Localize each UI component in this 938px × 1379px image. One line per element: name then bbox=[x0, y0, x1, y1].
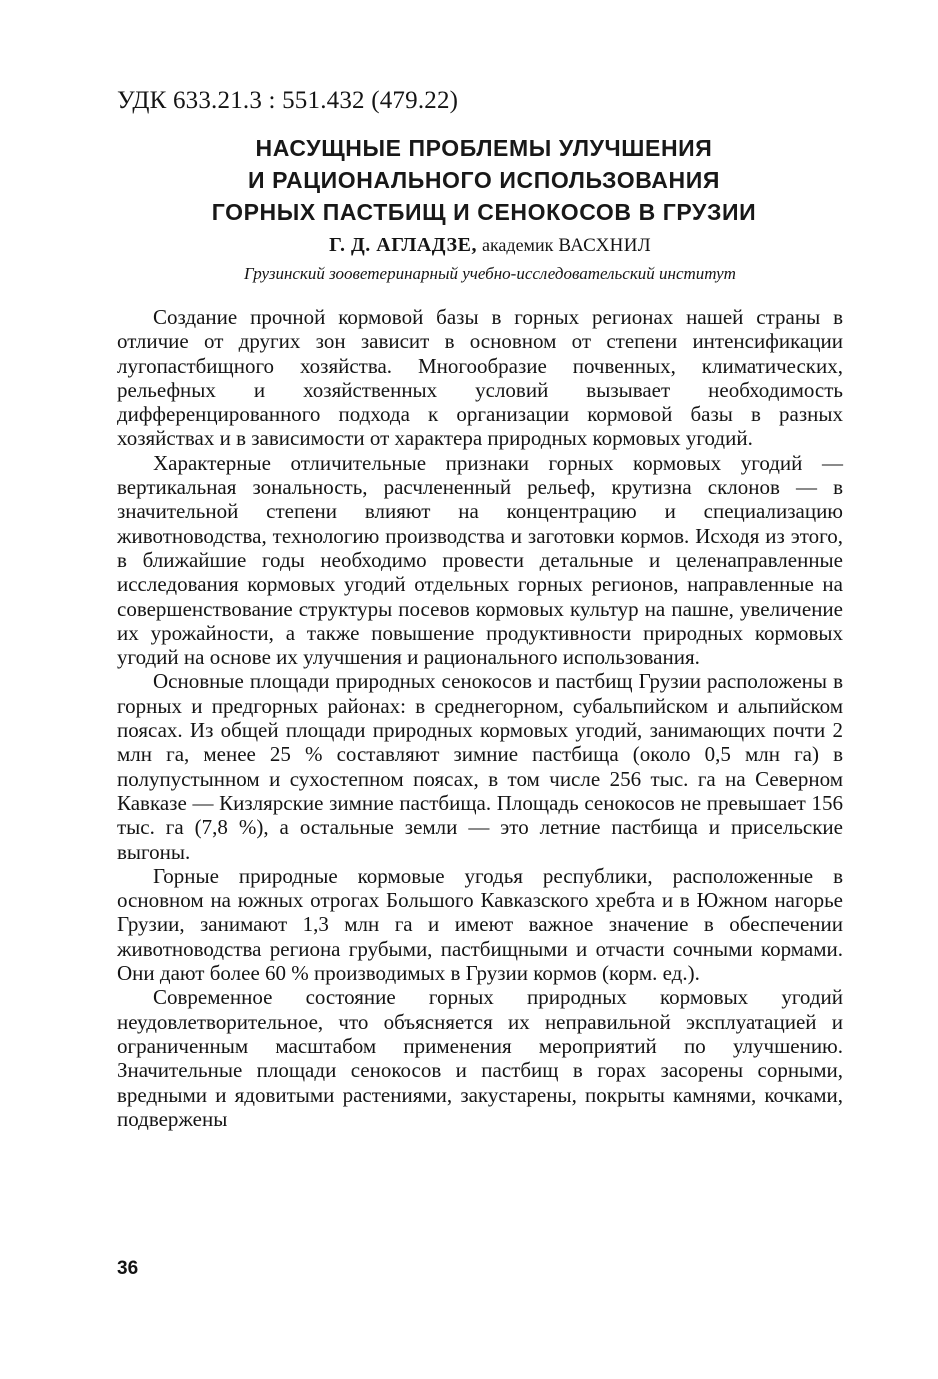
article-body bbox=[117, 305, 843, 1131]
paragraph: Современное состояние горных природных кормовых угодий неудовлетворительное, что объясняется их неправильной эксплуатацией и ограниченным масштабом применения мероприятий по улучшению. Значительные площади сенокосов и пастбищ в горах засорены сорными, вредными и ядовитыми растениями, закустарены, покрыты камнями, кочками, подвержены bbox=[117, 985, 843, 1131]
udk-code: УДК 633.21.3 : 551.432 (479.22) bbox=[117, 87, 459, 114]
paragraph: Горные природные кормовые угодья республики, расположенные в основном на южных отрогах Большого Кавказского хребта и в Южном нагорье Грузии, занимают 1,3 млн га и имеют важное значение в обеспечении животноводства региона грубыми, пастбищными и отчасти сочными кормами. Они дают более 60 % производимых в Грузии кормов (корм. ед.). bbox=[117, 863, 843, 986]
paragraph: Создание прочной кормовой базы в горных регионах нашей страны в отличие от других зон зависит в основном от степени интенсификации лугопастбищного хозяйства. Многообразие почвенных, климатических, рельефных и хозяйственных условий вызывает необходимость дифференцированного подхода к организации кормовой базы в разных хозяйствах и в зависимости от характера природных кормовых угодий. bbox=[117, 305, 843, 451]
author-name: Г. Д. АГЛАДЗЕ, bbox=[329, 234, 477, 256]
author-line bbox=[150, 232, 830, 259]
author-organization: ВАСХНИЛ bbox=[558, 235, 651, 256]
article-title bbox=[150, 132, 818, 228]
title-line-3: ГОРНЫХ ПАСТБИЩ И СЕНОКОСОВ В ГРУЗИИ bbox=[211, 199, 757, 225]
affiliation: Грузинский зооветеринарный учебно-исследовательский институт bbox=[244, 264, 736, 283]
paragraph: Основные площади природных сенокосов и пастбищ Грузии расположены в горных и предгорных районах: в среднегорном, субальпийском и альпийском поясах. Из общей площади природных кормовых угодий, занимающих почти 2 млн га, менее 25 % составляют зимние пастбища (около 0,5 млн га) в полупустынном и сухостепном поясах, в том числе 256 тыс. га на Северном Кавказе — Кизлярские зимние пастбища. Площадь сенокосов не превышает 156 тыс. га (7,8 %), а остальные земли — это летние пастбища и присельские выгоны. bbox=[117, 669, 843, 864]
paragraph: Характерные отличительные признаки горных кормовых угодий — вертикальная зональность, расчлененный рельеф, крутизна склонов — в значительной степени влияют на концентрацию и специализацию животноводства, технологию производства и заготовки кормов. Исходя из этого, в ближайшие годы необходимо провести детальные и целенаправленные исследования кормовых угодий отдельных горных регионов, направленные на совершенствование структуры посевов кормовых культур на пашне, увеличение их урожайности, а также повышение продуктивности природных кормовых угодий на основе их улучшения и рационального использования. bbox=[117, 450, 843, 670]
title-line-1: НАСУЩНЫЕ ПРОБЛЕМЫ УЛУЧШЕНИЯ bbox=[255, 135, 713, 161]
author-rank: академик bbox=[481, 235, 554, 255]
title-line-2: И РАЦИОНАЛЬНОГО ИСПОЛЬЗОВАНИЯ bbox=[248, 167, 720, 193]
page-number: 36 bbox=[117, 1258, 139, 1279]
